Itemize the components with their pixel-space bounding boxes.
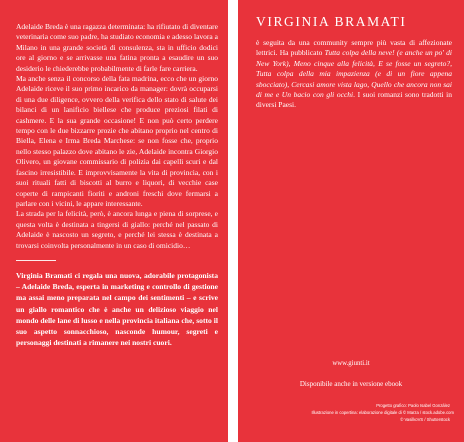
blurb: Virginia Bramati ci regala una nuova, adorabile protagonista – Adelaide Breda, esperta in marketing e controllo di gestione ma assai meno preparata nel campo dei sentimenti – e scrive un giallo romantico che è anche un delizioso viaggio nel mondo delle lane di lusso e nella provincia italiana che, sotto il suo aspetto sonnacchioso, nasconde humour, segreti e personaggi destinati a rimanere nei nostri cuori. bbox=[16, 270, 218, 348]
synopsis-paragraph-2: Ma anche senza il concorso della fata madrina, ecco che un giorno Adelaide riceve il suo primo incarico da manager: dovrà occuparsi di una due diligence, ovvero della verifica dello stato di salute dei bilanci di un lanificio biellese che produce preziosi filati di cashmere. E la sua grande occasione! E non può certo perdere tempo con le due bizzarre prozie che abitano proprio nel centro di Biella, Elena e Irma Breda Marchese: se non fosse che, proprio nello stesso palazzo dove abitano le zie, Adelaide incontra Giorgio Olivero, un giovane commissario di polizia dai capelli scuri e dal fascino irresistibile. E improvvisamente la vita di provincia, con i suoi rituali fatti di biscotti al burro e liquori, di vecchie case coperte di rampicanti fioriti e androni freschi dove fermarsi a parlare con i vicini, le appare interessante. bbox=[16, 74, 218, 208]
bio-prefix: è seguita da una community sempre più vasta di affezionate lettrici. Ha pubblicato bbox=[256, 38, 452, 58]
publisher-website[interactable]: www.giunti.it bbox=[332, 360, 370, 367]
synopsis-paragraph-3: La strada per la felicità, però, è ancora lunga e piena di sorprese, e questa volta è destinata a tingersi di giallo: perché nel passato di Adelaide è nascosto un segreto, e perché lei stessa è destinata a trovarsi coinvolta personalmente in un caso di omicidio… bbox=[16, 209, 218, 250]
bio-suffix: . I suoi romanzi sono tradotti in diversi Paesi. bbox=[256, 90, 452, 110]
synopsis-paragraph-1: Adelaide Breda è una ragazza determinata: ha rifiutato di diventare veterinaria come suo padre, ha studiato economia e adesso lavora a Milano in una grande società di consulenza, sta in ufficio dodici ore al giorno e se arrivasse una fatina pronta a esaudire un suo desiderio le chiederebbe probabilmente di farle fare carriera. bbox=[16, 22, 218, 73]
author-bio bbox=[256, 38, 452, 111]
credit-illustration: Illustrazione in copertina: elaborazione digitale di © Marza / stock.adobe.com bbox=[311, 410, 454, 415]
back-flap-left bbox=[0, 0, 228, 442]
ebook-availability: Disponibile anche in versione ebook bbox=[299, 380, 403, 388]
image-credits bbox=[256, 402, 454, 423]
credit-shutterstock: © VasilkoVS / Shutterstock bbox=[400, 417, 450, 422]
author-name: VIRGINIA BRAMATI bbox=[256, 14, 407, 29]
synopsis bbox=[16, 22, 218, 251]
section-divider bbox=[16, 260, 56, 261]
credit-design: Progetto grafico: Paolo Isabel González bbox=[376, 403, 450, 408]
bio-titles: Tutta colpa della neve! (e anche un po' di New York), Meno cinque alla felicità, E se fosse un segreto?, Tutta colpa della mia impazienza (e di un fiore appena sbocciato), Cercasi amore vista lago, Quello che ancora non sai di me e Un bacio con gli occhi bbox=[256, 48, 452, 100]
front-flap-right bbox=[238, 0, 464, 442]
